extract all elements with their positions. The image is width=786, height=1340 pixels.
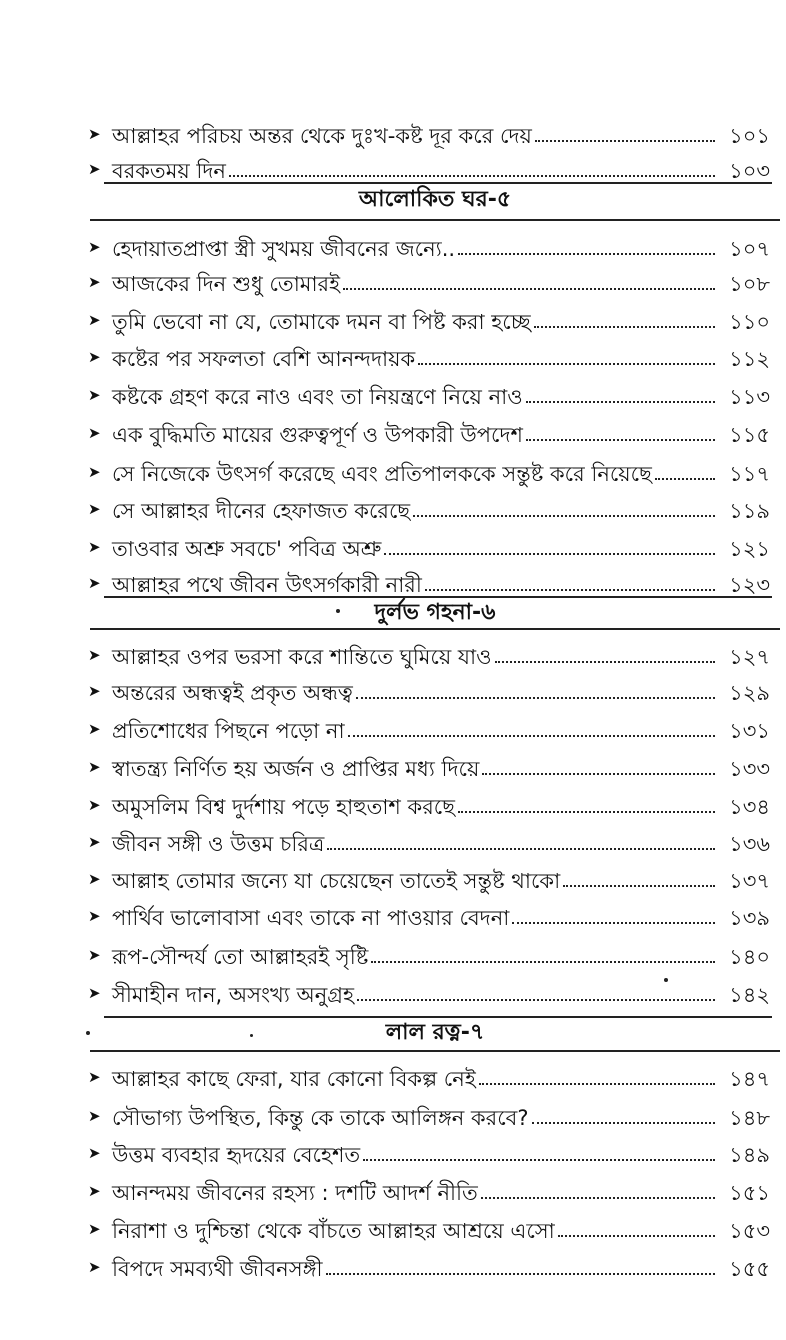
page-number: ১৩৭: [729, 869, 770, 893]
entry-title: বিপদে সমব্যথী জীবনসঙ্গী: [112, 1257, 323, 1281]
page-number: ১১৭: [729, 462, 770, 486]
toc-entry: [88, 782, 778, 822]
arrow-bullet-icon: ➤: [88, 646, 101, 664]
toc-entry: [88, 410, 778, 450]
entry-title: স্বাতন্ত্র্য নির্ণিত হয় অর্জন ও প্রাপ্তির মধ্য দিয়ে: [112, 757, 480, 781]
entry-title: সীমাহীন দান, অসংখ্য অনুগ্রহ: [112, 983, 355, 1007]
arrow-bullet-icon: ➤: [88, 984, 101, 1002]
entry-title: কষ্টকে গ্রহণ করে নাও এবং তা নিয়ন্ত্রণে নিয়ে নাও: [112, 385, 523, 409]
page-number: ১৫৫: [729, 1257, 770, 1281]
page-number: ১৪২: [729, 983, 770, 1007]
dot-leader: [526, 438, 715, 441]
entry-title: পার্থিব ভালোবাসা এবং তাকে না পাওয়ার বেদনা: [112, 906, 510, 930]
arrow-bullet-icon: ➤: [88, 946, 101, 964]
toc-entry: [88, 334, 778, 374]
arrow-bullet-icon: ➤: [88, 574, 101, 592]
entry-title: জীবন সঙ্গী ও উত্তম চরিত্র: [112, 832, 325, 856]
arrow-bullet-icon: ➤: [88, 538, 101, 556]
dot-leader: [357, 998, 715, 1001]
entry-title: আনন্দময় জীবনের রহস্য : দশটি আদর্শ নীতি: [112, 1181, 478, 1205]
entry-title: আল্লাহর কাছে ফেরা, যার কোনো বিকল্প নেই: [112, 1067, 476, 1091]
page-number: ১১২: [729, 347, 770, 371]
page-number: ১৪৯: [729, 1143, 770, 1167]
toc-entry: [88, 744, 778, 784]
toc-entry: [88, 486, 778, 526]
page-number: ১৪০: [729, 945, 770, 969]
page-number: ১০৭: [729, 237, 770, 261]
arrow-bullet-icon: ➤: [88, 758, 101, 776]
dot-leader: [512, 921, 715, 924]
entry-title: সে নিজেকে উৎসর্গ করেছে এবং প্রতিপালককে সন্তুষ্ট করে নিয়েছে: [112, 462, 652, 486]
dot-leader: [534, 325, 715, 328]
arrow-bullet-icon: ➤: [88, 1258, 101, 1276]
entry-title: অন্তরের অন্ধত্বই প্রকৃত অন্ধত্ব: [112, 681, 353, 705]
arrow-bullet-icon: ➤: [88, 311, 101, 329]
entry-title: প্রতিশোধের পিছনে পড়ো না: [112, 719, 345, 743]
dot-leader: [495, 660, 715, 663]
dot-leader: [563, 884, 715, 887]
toc-entry: [88, 970, 778, 1010]
page-number: ১৩৪: [729, 795, 770, 819]
print-speck: [664, 978, 668, 982]
toc-entry: [88, 449, 778, 489]
entry-title: রূপ-সৌন্দর্য তো আল্লাহরই সৃষ্টি: [112, 945, 369, 969]
toc-entry: [88, 1244, 778, 1284]
dot-leader: [558, 1234, 715, 1237]
toc-entry: [88, 224, 778, 264]
dot-leader: [535, 139, 715, 142]
section-divider: [90, 219, 780, 221]
entry-title: সৌভাগ্য উপস্থিত, কিন্তু কে তাকে আলিঙ্গন করবে?: [112, 1106, 529, 1130]
page-number: ১২১: [729, 537, 770, 561]
toc-entry: [88, 819, 778, 859]
arrow-bullet-icon: ➤: [88, 348, 101, 366]
dot-leader: [356, 696, 715, 699]
toc-entry: [88, 668, 778, 708]
section-heading: আলোকিত ঘর-৫: [358, 187, 512, 212]
entry-title: হেদায়াতপ্রাপ্তা স্ত্রী সুখময় জীবনের জন্যে..: [112, 237, 456, 261]
arrow-bullet-icon: ➤: [88, 1182, 101, 1200]
entry-title: নিরাশা ও দুশ্চিন্তা থেকে বাঁচতে আল্লাহর আশ্রয়ে এসো: [112, 1219, 555, 1243]
arrow-bullet-icon: ➤: [88, 273, 101, 291]
entry-title: এক বুদ্ধিমতি মায়ের গুরুত্বপূর্ণ ও উপকারী উপদেশ: [112, 423, 523, 447]
arrow-bullet-icon: ➤: [88, 160, 101, 178]
entry-title: কষ্টের পর সফলতা বেশি আনন্দদায়ক: [112, 347, 416, 371]
section-divider: [90, 628, 780, 630]
entry-title: আল্লাহর ওপর ভরসা করে শান্তিতে ঘুমিয়ে যাও: [112, 645, 492, 669]
toc-entry: [88, 146, 778, 186]
arrow-bullet-icon: ➤: [88, 796, 101, 814]
dot-leader: [425, 588, 715, 591]
entry-title: উত্তম ব্যবহার হৃদয়ের বেহেশত: [112, 1143, 361, 1167]
dot-leader: [655, 477, 715, 480]
arrow-bullet-icon: ➤: [88, 907, 101, 925]
toc-entry: [88, 111, 778, 151]
page-number: ১৫১: [729, 1181, 770, 1205]
dot-leader: [327, 847, 715, 850]
page-number: ১২৯: [729, 681, 770, 705]
section-divider: [90, 1050, 780, 1052]
toc-entry: [88, 706, 778, 746]
arrow-bullet-icon: ➤: [88, 424, 101, 442]
arrow-bullet-icon: ➤: [88, 720, 101, 738]
dot-leader: [363, 1158, 715, 1161]
page-number: ১১৩: [729, 385, 770, 409]
page-number: ১১৫: [729, 423, 770, 447]
toc-entry: [88, 297, 778, 337]
print-speck: [336, 609, 340, 613]
arrow-bullet-icon: ➤: [88, 682, 101, 700]
dot-leader: [413, 514, 715, 517]
arrow-bullet-icon: ➤: [88, 238, 101, 256]
toc-entry: [88, 1093, 778, 1133]
entry-title: তাওবার অশ্রু সবচে' পবিত্র অশ্রু: [112, 537, 382, 561]
entry-title: সে আল্লাহর দীনের হেফাজত করেছে: [112, 499, 411, 523]
toc-entry: [88, 1130, 778, 1170]
toc-entry: [88, 1168, 778, 1208]
page-number: ১২৩: [729, 573, 770, 597]
page-number: ১৩৬: [729, 832, 770, 856]
page-number: ১৩৩: [729, 757, 770, 781]
toc-entry: [88, 1206, 778, 1246]
page-number: ১২৭: [729, 645, 770, 669]
arrow-bullet-icon: ➤: [88, 386, 101, 404]
page-number: ১০৮: [729, 272, 770, 296]
arrow-bullet-icon: ➤: [88, 1107, 101, 1125]
page-number: ১৪৮: [729, 1106, 770, 1130]
section-heading: দুর্লভ গহনা-৬: [374, 600, 496, 625]
arrow-bullet-icon: ➤: [88, 870, 101, 888]
dot-leader: [458, 252, 715, 255]
dot-leader: [348, 734, 715, 737]
dot-leader: [482, 772, 715, 775]
entry-title: আল্লাহ তোমার জন্যে যা চেয়েছেন তাতেই সন্তুষ্ট থাকো: [112, 869, 561, 893]
arrow-bullet-icon: ➤: [88, 1220, 101, 1238]
dot-leader: [384, 552, 715, 555]
toc-entry: [88, 1054, 778, 1094]
page-number: ১০১: [729, 124, 770, 148]
arrow-bullet-icon: ➤: [88, 500, 101, 518]
dot-leader: [418, 362, 715, 365]
entry-title: অমুসলিম বিশ্ব দুর্দশায় পড়ে হাহুতাশ করছে: [112, 795, 455, 819]
entry-title: তুমি ভেবো না যে, তোমাকে দমন বা পিষ্ট করা হচ্ছে: [112, 310, 531, 334]
arrow-bullet-icon: ➤: [88, 1144, 101, 1162]
dot-leader: [479, 1082, 715, 1085]
dot-leader: [532, 1121, 716, 1124]
dot-leader: [371, 960, 715, 963]
toc-entry: [88, 893, 778, 933]
entry-title: আজকের দিন শুধু তোমারই: [112, 272, 341, 296]
arrow-bullet-icon: ➤: [88, 1068, 101, 1086]
toc-entry: [88, 856, 778, 896]
entry-title: বরকতময় দিন: [112, 159, 226, 183]
arrow-bullet-icon: ➤: [88, 833, 101, 851]
toc-entry: [88, 632, 778, 672]
page-number: ১৫৩: [729, 1219, 770, 1243]
page-number: ১৩১: [729, 719, 770, 743]
toc-entry: [88, 372, 778, 412]
dot-leader: [481, 1196, 715, 1199]
section-heading: লাল রত্ন-৭: [385, 1020, 485, 1045]
dot-leader: [326, 1272, 715, 1275]
entry-title: আল্লাহর পথে জীবন উৎসর্গকারী নারী: [112, 573, 422, 597]
dot-leader: [458, 810, 715, 813]
toc-entry: [88, 524, 778, 564]
arrow-bullet-icon: ➤: [88, 463, 101, 481]
page-number: ১০৩: [729, 159, 770, 183]
entry-title: আল্লাহর পরিচয় অন্তর থেকে দুঃখ-কষ্ট দূর করে দেয়: [112, 124, 532, 148]
toc-entry: [88, 932, 778, 972]
arrow-bullet-icon: ➤: [88, 125, 101, 143]
dot-leader: [343, 287, 715, 290]
dot-leader: [229, 174, 715, 177]
toc-entry: [88, 259, 778, 299]
page-number: ১১০: [729, 310, 770, 334]
page-number: ১৪৭: [729, 1067, 770, 1091]
dot-leader: [526, 400, 715, 403]
page-number: ১১৯: [729, 499, 770, 523]
page-number: ১৩৯: [729, 906, 770, 930]
